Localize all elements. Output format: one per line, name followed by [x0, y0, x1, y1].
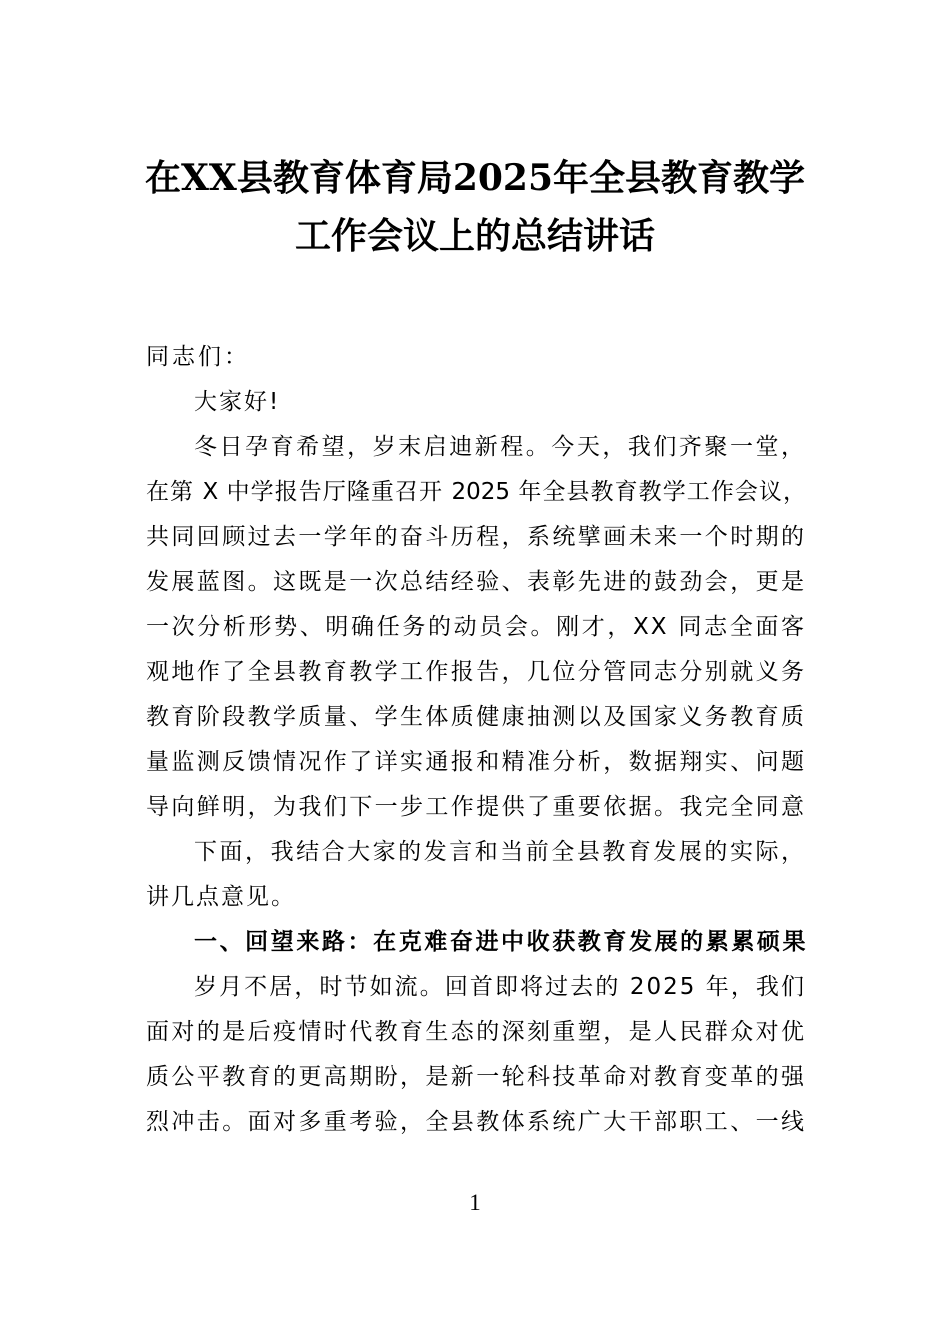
section-paragraph-line-2: 面对的是后疫情时代教育生态的深刻重塑，是人民群众对优 [146, 1019, 806, 1045]
salutation: 同志们： [146, 344, 250, 370]
paragraph-1-line-6: 观地作了全县教育教学工作报告，几位分管同志分别就义务 [146, 659, 806, 685]
page-number: 1 [469, 1190, 481, 1215]
paragraph-1-line-2: 在第 X 中学报告厅隆重召开 2025 年全县教育教学工作会议， [146, 479, 806, 505]
paragraph-1-line-9: 导向鲜明，为我们下一步工作提供了重要依据。我完全同意 [146, 794, 806, 820]
paragraph-1-line-5: 一次分析形势、明确任务的动员会。刚才，XX 同志全面客 [146, 614, 806, 640]
document-title-line-1: 在XX县教育体育局2025年全县教育教学 [144, 157, 806, 199]
paragraph-1-line-1: 冬日孕育希望，岁末启迪新程。今天，我们齐聚一堂， [194, 434, 806, 460]
paragraph-1-line-3: 共同回顾过去一学年的奋斗历程，系统擘画未来一个时期的 [146, 524, 806, 550]
section-paragraph-line-1: 岁月不居，时节如流。回首即将过去的 2025 年，我们 [194, 974, 806, 1000]
section-paragraph-line-4: 烈冲击。面对多重考验，全县教体系统广大干部职工、一线 [146, 1109, 806, 1135]
paragraph-1-line-8: 量监测反馈情况作了详实通报和精准分析，数据翔实、问题 [146, 749, 806, 775]
greeting: 大家好! [194, 389, 281, 415]
paragraph-1-line-4: 发展蓝图。这既是一次总结经验、表彰先进的鼓劲会，更是 [146, 569, 806, 595]
section-heading: 一、回望来路：在克难奋进中收获教育发展的累累硕果 [194, 929, 806, 955]
document-title-line-2: 工作会议上的总结讲话 [294, 215, 655, 257]
section-paragraph-line-3: 质公平教育的更高期盼，是新一轮科技革命对教育变革的强 [146, 1064, 806, 1090]
paragraph-2-line-2: 讲几点意见。 [146, 884, 296, 910]
paragraph-2-line-1: 下面，我结合大家的发言和当前全县教育发展的实际， [194, 839, 806, 865]
paragraph-1-line-7: 教育阶段教学质量、学生体质健康抽测以及国家义务教育质 [146, 704, 806, 730]
